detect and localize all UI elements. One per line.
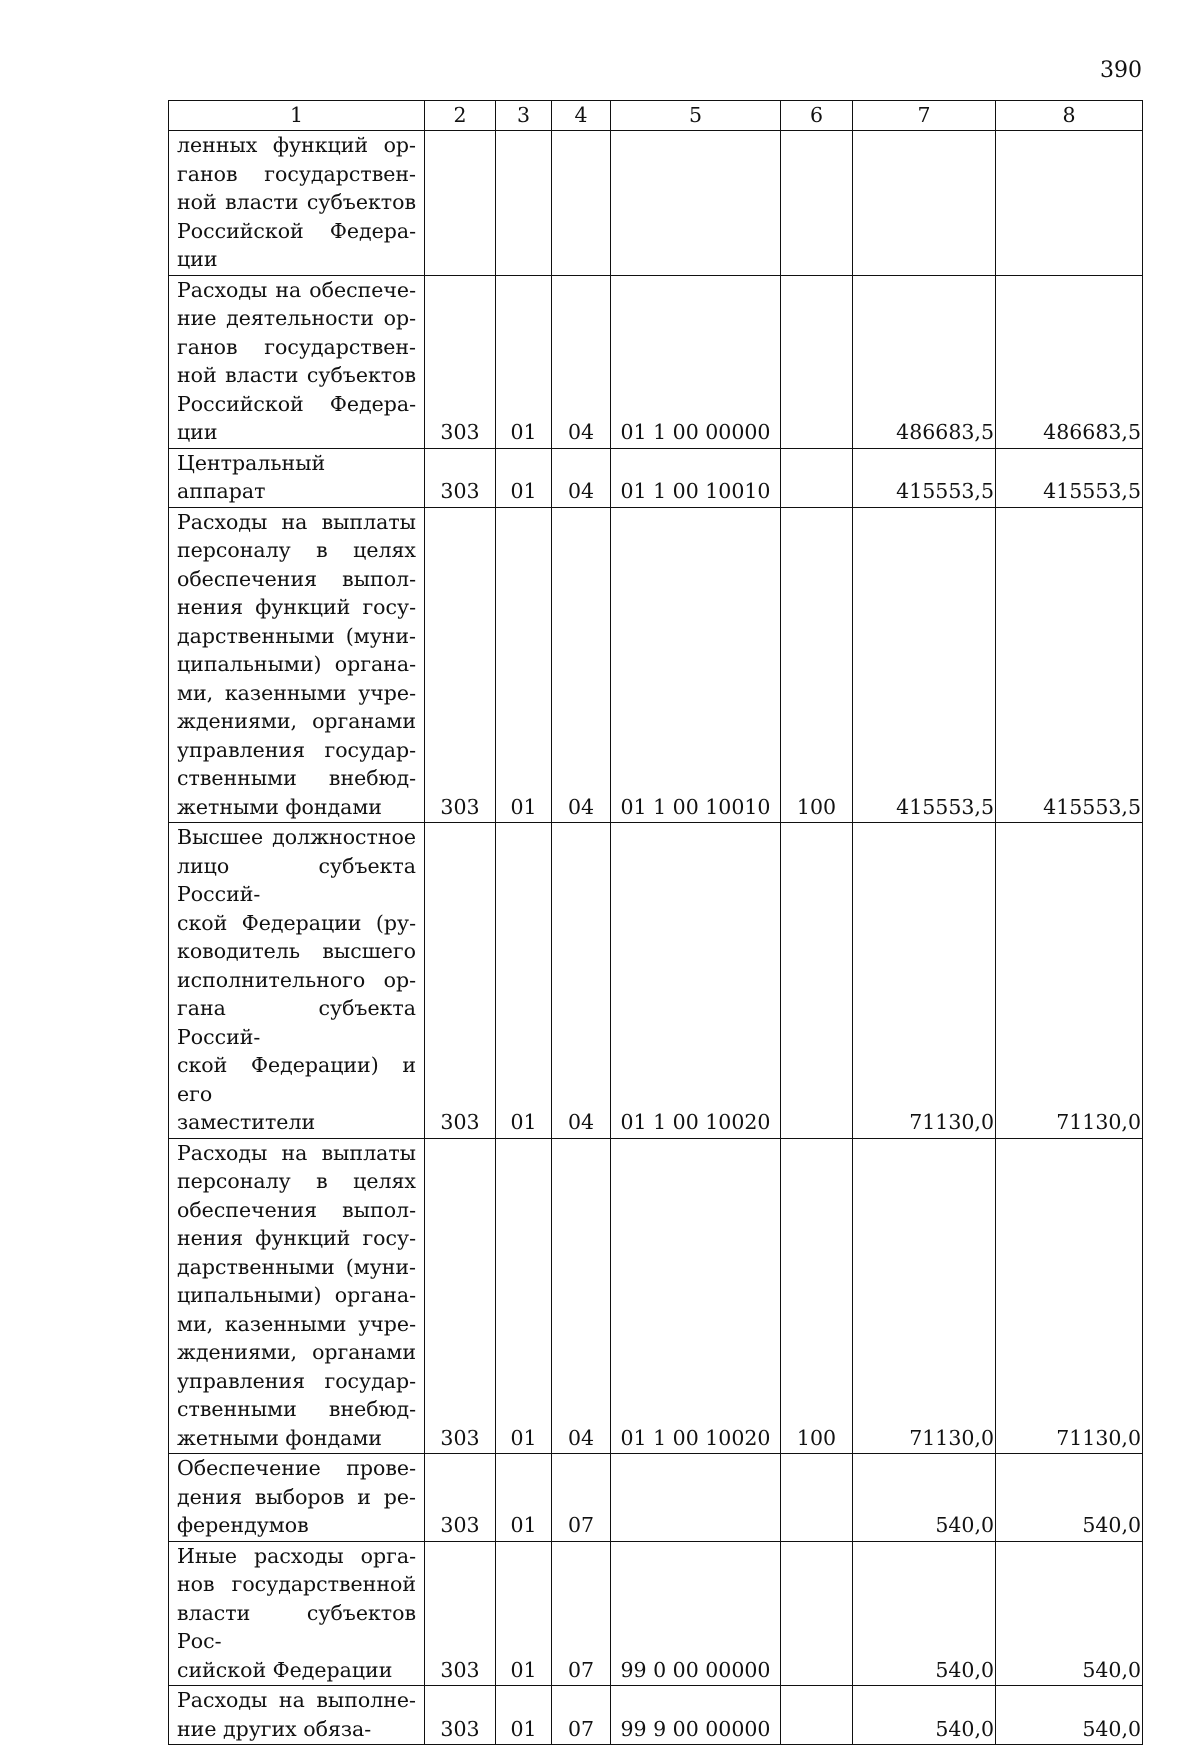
description-cell: [169, 131, 425, 276]
description-line: гана субъекта Россий-: [177, 996, 416, 1049]
description-line: Высшее должностное: [177, 825, 416, 849]
amount-cell-8: [996, 131, 1143, 276]
section-code-cell: 01: [496, 1686, 552, 1745]
expense-type-cell: 100: [781, 507, 853, 823]
amount-cell-8: 540,0: [996, 1541, 1143, 1686]
description-cell: [169, 275, 425, 448]
description-line: Российской Федера-: [177, 391, 416, 416]
header-cell: 7: [853, 101, 996, 131]
admin-code-cell: 303: [425, 1541, 496, 1686]
admin-code-cell: 303: [425, 1138, 496, 1454]
description-line: нов государственной: [177, 1572, 416, 1596]
amount-cell-8: 486683,5: [996, 275, 1143, 448]
description-line: Центральный аппарат: [177, 450, 326, 503]
description-cell: [169, 1138, 425, 1454]
subsection-code-cell: 04: [552, 823, 611, 1139]
admin-code-cell: 303: [425, 448, 496, 507]
description-line: ждениями, органами: [177, 709, 416, 733]
description-line: ждениями, органами: [177, 1340, 416, 1364]
description-line: ленных функций ор-: [177, 133, 416, 157]
description-line: персоналу в целях: [177, 538, 416, 562]
expense-type-cell: [781, 1541, 853, 1686]
header-cell: 1: [169, 101, 425, 131]
description-line: ние деятельности ор-: [177, 306, 416, 330]
header-cell: 6: [781, 101, 853, 131]
description-line: ской Федерации (ру-: [177, 910, 416, 935]
description-line: управления государ-: [177, 737, 416, 762]
description-line: ферендумов: [177, 1513, 309, 1537]
admin-code-cell: 303: [425, 1686, 496, 1745]
description-line: ми, казенными учре-: [177, 1311, 416, 1336]
description-cell: [169, 507, 425, 823]
section-code-cell: 01: [496, 823, 552, 1139]
amount-cell-8: 71130,0: [996, 1138, 1143, 1454]
amount-cell-7: 540,0: [853, 1686, 996, 1745]
description-line: ципальными) органа-: [177, 652, 416, 676]
description-line: ной власти субъектов: [177, 363, 416, 387]
description-line: ципальными) органа-: [177, 1283, 416, 1307]
table-row: [169, 1686, 1143, 1745]
amount-cell-7: [853, 131, 996, 276]
budget-table: [168, 100, 1143, 1745]
description-line: обеспечения выпол-: [177, 566, 416, 591]
target-article-cell: 01 1 00 00000: [611, 275, 781, 448]
description-line: дения выборов и ре-: [177, 1484, 416, 1509]
description-line: ской Федерации) и его: [177, 1053, 416, 1106]
table-row: [169, 1541, 1143, 1686]
description-line: дарственными (муни-: [177, 623, 416, 648]
section-code-cell: 01: [496, 275, 552, 448]
description-line: Расходы на выплаты: [177, 509, 416, 534]
description-line: ми, казенными учре-: [177, 680, 416, 705]
header-row: [169, 101, 1143, 131]
subsection-code-cell: 04: [552, 507, 611, 823]
target-article-cell: 01 1 00 10010: [611, 507, 781, 823]
description-line: Иные расходы орга-: [177, 1543, 416, 1568]
table-row: [169, 275, 1143, 448]
admin-code-cell: 303: [425, 823, 496, 1139]
description-line: жетными фондами: [177, 1425, 382, 1450]
target-article-cell: [611, 131, 781, 276]
description-line: Расходы на выплаты: [177, 1140, 416, 1165]
description-line: дарственными (муни-: [177, 1254, 416, 1279]
description-line: нения функций госу-: [177, 1226, 416, 1250]
section-code-cell: [496, 131, 552, 276]
description-cell: [169, 1454, 425, 1542]
header-cell: 8: [996, 101, 1143, 131]
description-line: заместители: [177, 1110, 316, 1134]
admin-code-cell: 303: [425, 507, 496, 823]
target-article-cell: 99 9 00 00000: [611, 1686, 781, 1745]
subsection-code-cell: 04: [552, 1138, 611, 1454]
section-code-cell: 01: [496, 1541, 552, 1686]
section-code-cell: 01: [496, 448, 552, 507]
amount-cell-7: 540,0: [853, 1454, 996, 1542]
description-line: Расходы на выполне-: [177, 1688, 416, 1712]
amount-cell-7: 486683,5: [853, 275, 996, 448]
description-line: ние других обяза-: [177, 1716, 372, 1741]
amount-cell-8: 71130,0: [996, 823, 1143, 1139]
amount-cell-7: 415553,5: [853, 507, 996, 823]
table-row: [169, 1454, 1143, 1542]
amount-cell-7: 71130,0: [853, 1138, 996, 1454]
table-row: [169, 131, 1143, 276]
page-number: 390: [1100, 58, 1142, 83]
description-line: сийской Федерации: [177, 1657, 393, 1682]
table-row: [169, 1138, 1143, 1454]
header-cell: 3: [496, 101, 552, 131]
expense-type-cell: 100: [781, 1138, 853, 1454]
subsection-code-cell: 04: [552, 448, 611, 507]
amount-cell-7: 415553,5: [853, 448, 996, 507]
description-cell: [169, 823, 425, 1139]
target-article-cell: [611, 1454, 781, 1542]
expense-type-cell: [781, 1686, 853, 1745]
description-cell: [169, 1541, 425, 1686]
description-line: нения функций госу-: [177, 595, 416, 619]
description-line: лицо субъекта Россий-: [177, 853, 416, 906]
description-line: ной власти субъектов: [177, 190, 416, 214]
expense-type-cell: [781, 275, 853, 448]
target-article-cell: 01 1 00 10020: [611, 823, 781, 1139]
target-article-cell: 01 1 00 10020: [611, 1138, 781, 1454]
description-line: персоналу в целях: [177, 1169, 416, 1193]
table-row: [169, 507, 1143, 823]
description-line: Российской Федера-: [177, 218, 416, 243]
description-line: ственными внебюд-: [177, 766, 416, 790]
section-code-cell: 01: [496, 1138, 552, 1454]
description-line: ганов государствен-: [177, 334, 416, 359]
description-line: обеспечения выпол-: [177, 1197, 416, 1222]
amount-cell-8: 540,0: [996, 1454, 1143, 1542]
section-code-cell: 01: [496, 507, 552, 823]
description-line: ководитель высшего: [177, 939, 416, 963]
description-line: управления государ-: [177, 1368, 416, 1393]
amount-cell-7: 71130,0: [853, 823, 996, 1139]
description-line: ственными внебюд-: [177, 1397, 416, 1421]
expense-type-cell: [781, 823, 853, 1139]
subsection-code-cell: [552, 131, 611, 276]
amount-cell-8: 415553,5: [996, 448, 1143, 507]
subsection-code-cell: 07: [552, 1541, 611, 1686]
section-code-cell: 01: [496, 1454, 552, 1542]
table-row: [169, 448, 1143, 507]
expense-type-cell: [781, 448, 853, 507]
target-article-cell: 01 1 00 10010: [611, 448, 781, 507]
description-line: ганов государствен-: [177, 161, 416, 186]
amount-cell-7: 540,0: [853, 1541, 996, 1686]
description-cell: [169, 448, 425, 507]
subsection-code-cell: 07: [552, 1454, 611, 1542]
description-line: ции: [177, 247, 218, 271]
expense-type-cell: [781, 1454, 853, 1542]
subsection-code-cell: 04: [552, 275, 611, 448]
table-row: [169, 823, 1143, 1139]
header-cell: 4: [552, 101, 611, 131]
description-line: жетными фондами: [177, 794, 382, 819]
description-line: ции: [177, 420, 218, 444]
amount-cell-8: 415553,5: [996, 507, 1143, 823]
description-line: Обеспечение прове-: [177, 1456, 416, 1480]
description-line: исполнительного ор-: [177, 967, 416, 992]
amount-cell-8: 540,0: [996, 1686, 1143, 1745]
admin-code-cell: [425, 131, 496, 276]
expense-type-cell: [781, 131, 853, 276]
description-line: власти субъектов Рос-: [177, 1600, 416, 1653]
header-cell: 2: [425, 101, 496, 131]
description-cell: [169, 1686, 425, 1745]
subsection-code-cell: 07: [552, 1686, 611, 1745]
description-line: Расходы на обеспече-: [177, 277, 416, 302]
admin-code-cell: 303: [425, 275, 496, 448]
target-article-cell: 99 0 00 00000: [611, 1541, 781, 1686]
admin-code-cell: 303: [425, 1454, 496, 1542]
header-cell: 5: [611, 101, 781, 131]
